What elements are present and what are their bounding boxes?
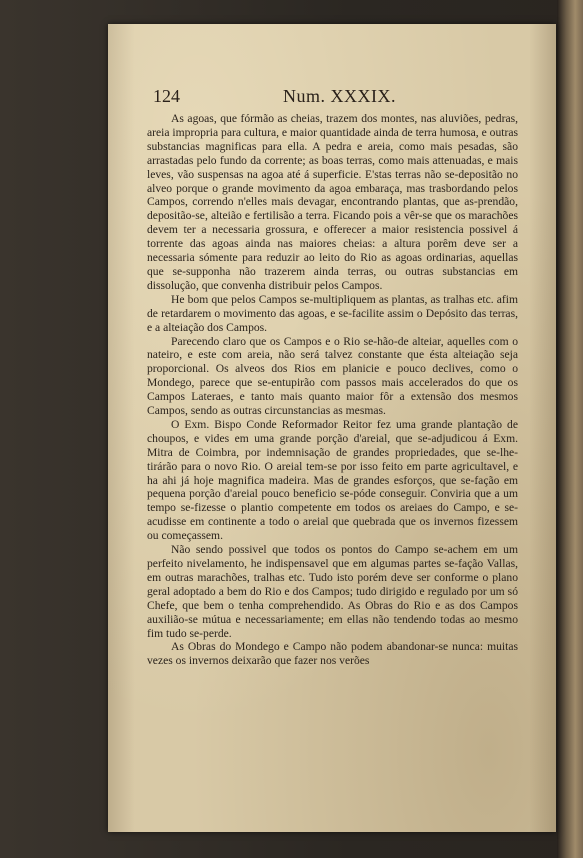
- page-body: [147, 112, 518, 668]
- paragraph: O Exm. Bispo Conde Reformador Reitor fez uma grande plantação de choupos, e vides em uma grande porção d'areial, que se-adjudicou á Exm. Mitra de Coimbra, por indemnisação de grandes propriedades, que se-lhe-tirárão para o novo Rio. O areial tem-se por isso feito em parte agricultavel, e ha ahi já hoje magnifica madeira. Mas de grandes esforços, que se-fação em pequena porção d'areial pouco beneficio se-póde conseguir. Conviria que a um tempo se-fizesse o plantio competente em todos os areiaes do Campo, e se-acudisse em continente a todo o areial que quebrada que os invernos fizessem ou começassem.: [147, 417, 518, 543]
- book-page: [108, 24, 556, 832]
- page-number: 124: [153, 86, 180, 106]
- paragraph: He bom que pelos Campos se-multipliquem as plantas, as tralhas etc. afim de retardarem o movimento das agoas, e se-facilite assim o Depósito das terras, e a alteiação dos Campos.: [147, 292, 518, 334]
- next-page-edge: [557, 0, 583, 858]
- page-header: [153, 86, 508, 114]
- paragraph: Parecendo claro que os Campos e o Rio se-hão-de alteiar, aquelles com o nateiro, e este com areia, não será talvez constante que ésta alteiação seja proporcional. Os alveos dos Rios em planicie e pouco declives, como o Mondego, parece que se-entupirão com passos mais accelerados do que os Campos Lateraes, e tanto mais quanto maior fôr a extensão dos mesmos Campos, sendo as outras circunstancias as mesmas.: [147, 334, 518, 418]
- running-title: Num. XXXIX.: [283, 86, 396, 106]
- paragraph: Não sendo possivel que todos os pontos do Campo se-achem em um perfeito nivelamento, he indispensavel que em algumas partes se-fação Vallas, em outras marachões, tralhas etc. Tudo isto porém deve ser conforme o plano geral adoptado a bem do Rio e dos Campos; tudo dirigido e regulado por um só Chefe, que bem o tenha comprehendido. As Obras do Rio e as dos Campos auxilião-se mútua e necessariamente; em ellas não tendendo todas ao mesmo fim tudo se-perde.: [147, 543, 518, 640]
- paragraph: As agoas, que fórmão as cheias, trazem dos montes, nas aluviões, pedras, areia impropria para cultura, e maior quantidade ainda de terra humosa, e outras substancias magnificas para ella. A pedra e areia, como mais pesadas, são arrastadas pelo fundo da corrente; as boas terras, como mais attenuadas, e mais leves, vão suspensas na agoa até á superficie. E'stas terras não se-depositão no alveo porque o grande movimento da agoa embaraça, mas trasbordando pelos Campos, correndo n'elles mais devagar, encontrando plantas, que as-prendão, depositão-se, alteião e fertilisão a terra. Ficando pois a vêr-se que os marachões devem ter a necessaria grossura, e offerecer a maior resistencia possivel á torrente das agoas ainda nas maiores cheias: a altura porêm deve ser a necessaria sómente para reduzir ao leito do Rio as agoas ordinarias, aquellas que se-supponha não trazerem ainda terras, ou outras substancias em dissolução, que convenha distribuir pelos Campos.: [147, 112, 518, 292]
- paragraph: As Obras do Mondego e Campo não podem abandonar-se nunca: muitas vezes os invernos deixarão que fazer nos verões: [147, 640, 518, 668]
